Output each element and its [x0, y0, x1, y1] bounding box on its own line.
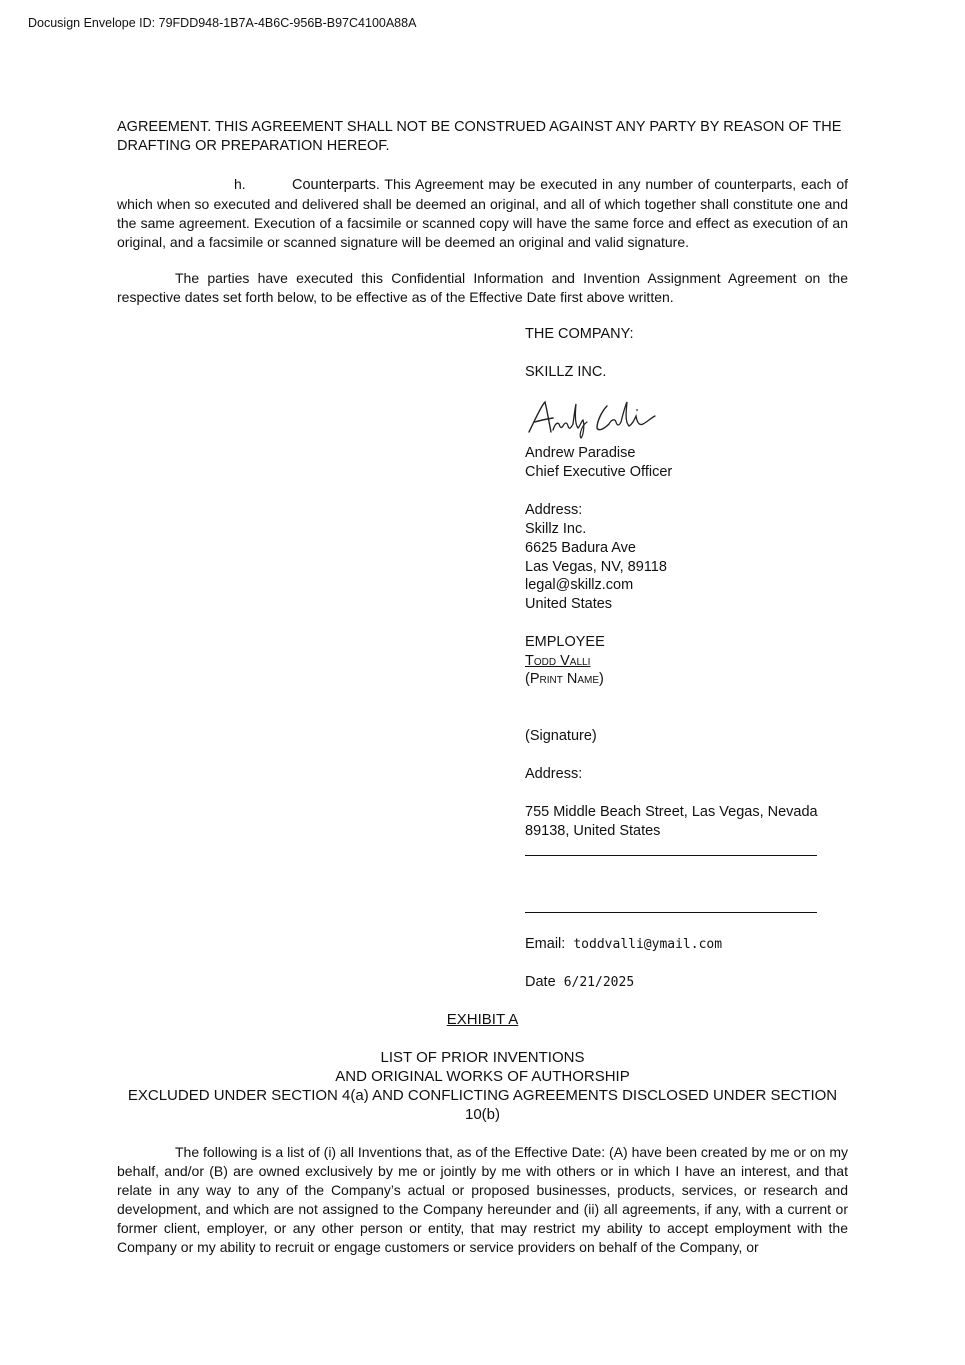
section-h-letter: h. [234, 176, 246, 192]
exhibit-body-text: The following is a list of (i) all Inventions that, as of the Effective Date: (A) have been created by me or on my behalf, and/or (B) are owned exclusively by me or jointly by me with others or in which I have an interest, and that relate in any way to any of the Company’s actual or proposed businesses, products, services, or research and development, and which are not assigned to the Company hereunder and (ii) all agreements, if any, with a current or former client, employer, or any other person or entity, that may restrict my ability to accept employment with the Company or my ability to recruit or engage customers or service providers on behalf of the Company, or [117, 1144, 848, 1255]
opening-paragraph: AGREEMENT. THIS AGREEMENT SHALL NOT BE CONSTRUED AGAINST ANY PARTY BY REASON OF THE DRAFTING OR PREPARATION HEREOF. [117, 119, 842, 154]
employee-address-line: 755 Middle Beach Street, Las Vegas, Nevada [525, 804, 818, 820]
exhibit-subtitle-line: AND ORIGINAL WORKS OF AUTHORSHIP [335, 1068, 630, 1085]
date-row [525, 973, 845, 992]
company-label: THE COMPANY: [525, 326, 634, 342]
exhibit-subtitle-line: EXCLUDED UNDER SECTION 4(a) AND CONFLICTING AGREEMENTS DISCLOSED UNDER SECTION 10(b) [127, 1087, 838, 1123]
section-h-heading: Counterparts [292, 177, 376, 193]
signature-label: (Signature) [525, 728, 597, 744]
handwritten-signature-image [523, 396, 673, 440]
exhibit-body-paragraph [117, 1143, 848, 1257]
employee-printed-name: Todd Valli [525, 653, 591, 669]
parties-text: The parties have executed this Confidential Information and Invention Assignment Agreement on the respective dates set forth below, to be effective as of the Effective Date first above written. [117, 270, 848, 305]
print-name-label: (Print Name) [525, 671, 604, 687]
employee-address-line: 89138, United States [525, 823, 661, 839]
company-signer-name: Andrew Paradise [525, 445, 636, 461]
email-value: toddvalli@ymail.com [573, 937, 723, 952]
company-address-line: United States [525, 596, 613, 612]
company-email: legal@skillz.com [525, 577, 634, 593]
envelope-id: Docusign Envelope ID: 79FDD948-1B7A-4B6C-956B-B97C4100A88A [28, 16, 417, 30]
email-label: Email: [525, 936, 566, 952]
company-address-line: Las Vegas, NV, 89118 [525, 559, 667, 575]
company-name: SKILLZ INC. [525, 364, 607, 380]
section-h-paragraph [117, 175, 848, 252]
email-row [525, 935, 845, 954]
employee-label: EMPLOYEE [525, 634, 605, 650]
address-rule-line [525, 912, 817, 913]
parties-paragraph [117, 269, 848, 307]
company-address-label: Address: [525, 502, 583, 518]
date-value: 6/21/2025 [563, 975, 635, 990]
date-label: Date [525, 974, 556, 990]
exhibit-subtitle [117, 1048, 848, 1124]
exhibit-subtitle-line: LIST OF PRIOR INVENTIONS [380, 1049, 585, 1066]
address-rule-line [525, 855, 817, 856]
employee-address-label: Address: [525, 766, 583, 782]
company-address-line: Skillz Inc. [525, 521, 587, 537]
exhibit-title: EXHIBIT A [446, 1011, 519, 1028]
company-signer-title: Chief Executive Officer [525, 464, 673, 480]
section-h-body: . This Agreement may be executed in any number of counterparts, each of which when so executed and delivered shall be deemed an original, and all of which together shall constitute one and the same agreement. Execution of a facsimile or scanned copy will have the same force and effect as execution of an original, and a facsimile or scanned signature will be deemed an original and valid signature. [117, 176, 848, 250]
company-address-line: 6625 Badura Ave [525, 540, 636, 556]
